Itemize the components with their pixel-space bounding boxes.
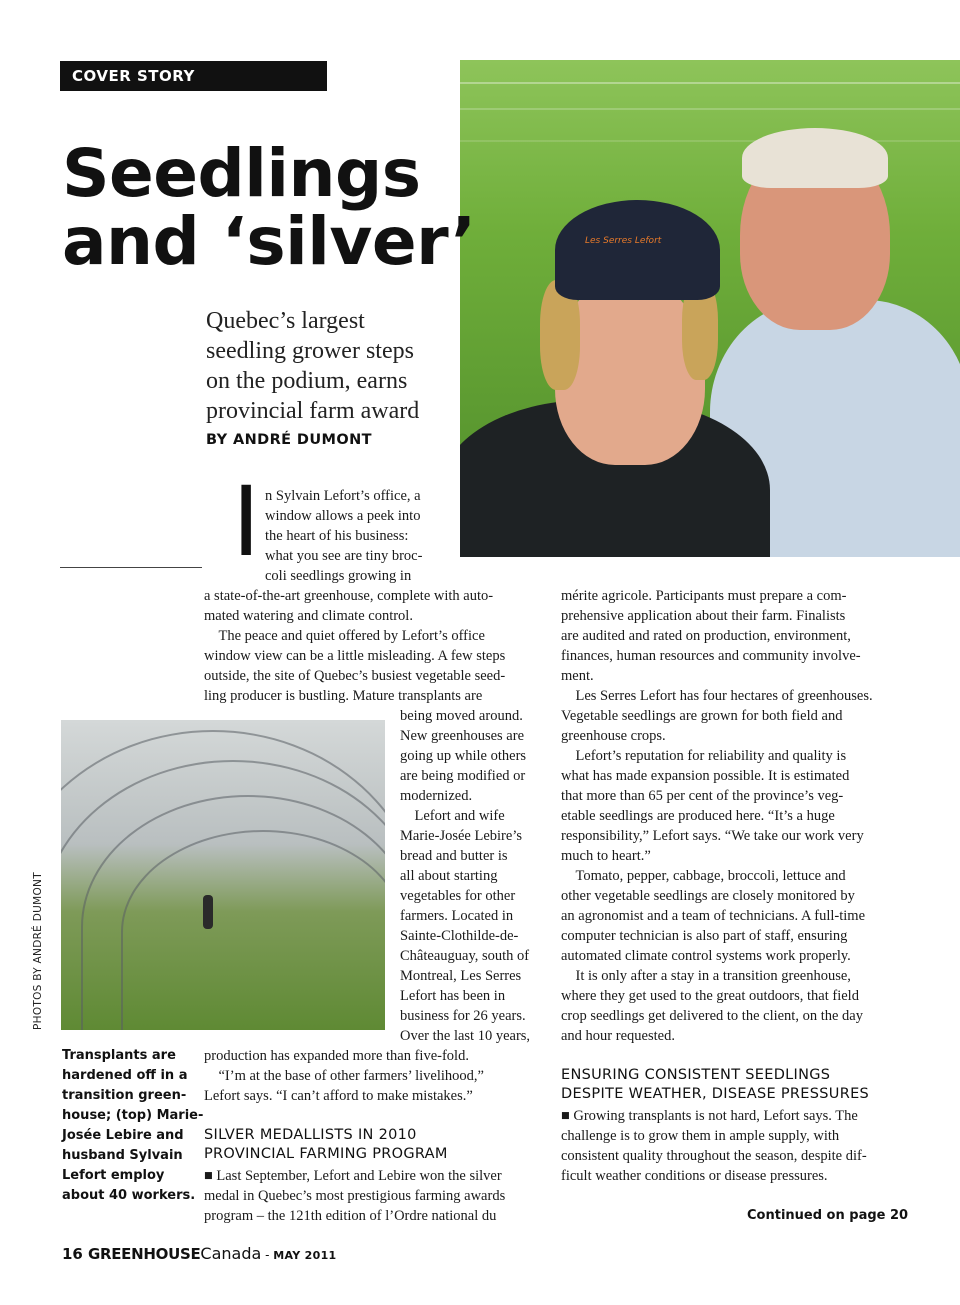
magazine-name-suffix: Canada — [200, 1244, 262, 1263]
page-number: 16 — [62, 1245, 83, 1263]
body-text-narrow: being moved around. New greenhouses are going up while others are being modified or modernized. Lefort and wife Marie-Josée Lebire’s bread and butter is all about starting vegetables for other farmers. Located in Sainte-Clothilde-de- Châteauguay, south of Montreal, Les Serres Lefort has been in business for 26 years. Over the last 10 years, — [400, 708, 531, 1044]
page-footer — [62, 1244, 337, 1263]
magazine-name: GREENHOUSE — [87, 1245, 201, 1263]
body-text-tail: production has expanded more than five-fold. “I’m at the base of other farmers’ livelihood,” Lefort says. “I can’t afford to make mistakes.” — [204, 1048, 484, 1104]
divider — [60, 567, 202, 568]
cap-logo: Les Serres Lefort — [585, 236, 662, 246]
issue-date: MAY 2011 — [273, 1249, 337, 1262]
greenhouse-photo — [61, 720, 385, 1030]
cover-photo — [460, 60, 960, 557]
worker-figure — [203, 895, 213, 929]
body-text-right: mérite agricole. Participants must prepare a com- prehensive application about their farm. Finalists are audited and rated on production, environment, finances, human resources and community involve- ment. Les Serres Lefort has four hectares of greenhouses. Vegetable seedlings are grown for both field and greenhouse crops. Lefort’s reputation for reliability and quality is what has made expansion possible. It is estimated that more than 65 per cent of the province’s veg- etable seedlings are produced here. “It’s a huge responsibility,” Lefort says. “We take our work very much to heart.” Tomato, pepper, cabbage, broccoli, lettuce and other vegetable seedlings are closely monitored by an agronomist and a team of technicians. A full-time computer technician is also part of staff, ensuring automated climate control systems work properly. It is only after a stay in a transition greenhouse, where they get used to the great outdoors, that field crop seedlings get delivered to the client, on the day and hour requested. — [561, 588, 873, 1044]
footer-separator: - — [261, 1248, 274, 1262]
body-text-silver: ■ Last September, Lefort and Lebire won the silver medal in Quebec’s most prestigious farming awards program – the 121th edition of l’Ordre national du — [204, 1168, 506, 1224]
drop-cap: I — [232, 466, 261, 578]
subhead-silver: SILVER MEDALLISTS IN 2010 PROVINCIAL FARMING PROGRAM — [204, 1127, 448, 1162]
subhead-consistent: ENSURING CONSISTENT SEEDLINGS DESPITE WEATHER, DISEASE PRESSURES — [561, 1067, 870, 1102]
photo-credit: PHOTOS BY ANDRÉ DUMONT — [32, 872, 44, 1030]
photo-caption: Transplants are hardened off in a transition green- house; (top) Marie- Josée Lebire and husband Sylvain Lefort employ about 40 workers. — [62, 1048, 204, 1203]
deck: Quebec’s largest seedling grower steps on the podium, earns provincial farm award — [206, 308, 420, 424]
intro-text: n Sylvain Lefort’s office, a window allows a peek into the heart of his business: what you see are tiny broc- coli seedlings growing in — [265, 488, 423, 584]
section-label: COVER STORY — [60, 61, 327, 91]
headline — [62, 135, 622, 280]
body-text-consistent: ■ Growing transplants is not hard, Lefort says. The challenge is to grow them in ample supply, with consistent quality throughout the season, despite dif- ficult weather conditions or disease pressures. — [561, 1108, 867, 1184]
body-text-middle: a state-of-the-art greenhouse, complete with auto- mated watering and climate control. The peace and quiet offered by Lefort’s office window view can be a little misleading. A few steps outside, the site of Quebec’s busiest vegetable seed- ling producer is bustling. Mature transplants are — [204, 588, 506, 704]
byline: BY ANDRÉ DUMONT — [206, 432, 372, 448]
headline-line: Seedlings — [62, 135, 421, 212]
continued-link[interactable]: Continued on page 20 — [747, 1208, 909, 1223]
headline-line: and ‘silver’ — [62, 203, 476, 280]
